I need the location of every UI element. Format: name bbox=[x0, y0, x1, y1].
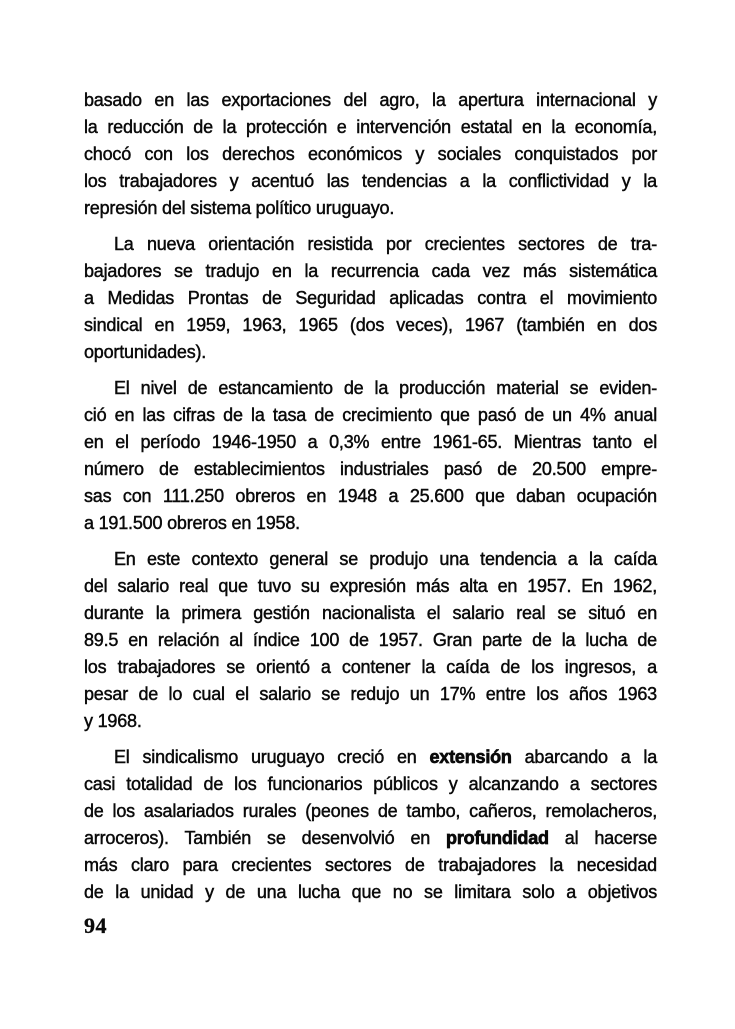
text-segment: los trabajadores se orientó a contener la caída de los ingresos, a bbox=[84, 657, 657, 677]
text-segment: al hacerse bbox=[548, 828, 657, 848]
text-line bbox=[84, 312, 657, 339]
text-segment: a Medidas Prontas de Seguridad aplicadas contra el movimiento bbox=[84, 288, 657, 308]
text-segment: chocó con los derechos económicos y sociales conquistados por bbox=[84, 144, 657, 164]
text-line bbox=[84, 375, 657, 402]
text-segment: basado en las exportaciones del agro, la apertura internacional y bbox=[84, 90, 657, 110]
text-line bbox=[84, 339, 657, 366]
text-segment: de la unidad y de una lucha que no se limitara solo a objetivos bbox=[84, 882, 657, 902]
text-line bbox=[84, 600, 657, 627]
bold-text: extensión bbox=[429, 747, 512, 767]
text-segment: en el período 1946-1950 a 0,3% entre 1961-65. Mientras tanto el bbox=[84, 432, 657, 452]
text-line bbox=[84, 285, 657, 312]
text-line bbox=[84, 879, 657, 906]
text-line bbox=[84, 654, 657, 681]
text-segment: La nueva orientación resistida por crecientes sectores de tra- bbox=[114, 234, 657, 254]
text-line bbox=[84, 744, 657, 771]
text-line bbox=[84, 141, 657, 168]
text-line bbox=[84, 114, 657, 141]
text-line bbox=[84, 546, 657, 573]
page-text bbox=[84, 87, 657, 906]
text-segment: los trabajadores y acentuó las tendencias a la conflictividad y la bbox=[84, 171, 657, 191]
text-segment: durante la primera gestión nacionalista el salario real se situó en bbox=[84, 603, 657, 623]
text-line bbox=[84, 771, 657, 798]
text-line bbox=[84, 852, 657, 879]
text-line bbox=[84, 87, 657, 114]
paragraph bbox=[84, 744, 657, 906]
text-line bbox=[84, 402, 657, 429]
text-line bbox=[84, 429, 657, 456]
bold-text: profundidad bbox=[446, 828, 549, 848]
text-line bbox=[84, 195, 657, 222]
text-segment: y 1968. bbox=[84, 711, 142, 731]
text-line bbox=[84, 510, 657, 537]
text-line bbox=[84, 798, 657, 825]
text-segment: oportunidades). bbox=[84, 342, 207, 362]
text-segment: ció en las cifras de la tasa de crecimiento que pasó de un 4% anual bbox=[84, 405, 657, 425]
text-segment: sindical en 1959, 1963, 1965 (dos veces), 1967 (también en dos bbox=[84, 315, 657, 335]
text-segment: casi totalidad de los funcionarios públicos y alcanzando a sectores bbox=[84, 774, 657, 794]
text-segment: más claro para crecientes sectores de trabajadores la necesidad bbox=[84, 855, 657, 875]
text-segment: El nivel de estancamiento de la producción material se eviden- bbox=[114, 378, 657, 398]
text-line bbox=[84, 483, 657, 510]
text-segment: 89.5 en relación al índice 100 de 1957. Gran parte de la lucha de bbox=[84, 630, 657, 650]
paragraph bbox=[84, 546, 657, 735]
text-segment: a 191.500 obreros en 1958. bbox=[84, 513, 300, 533]
text-segment: arroceros). También se desenvolvió en bbox=[84, 828, 447, 848]
text-segment: represión del sistema político uruguayo. bbox=[84, 198, 395, 218]
text-line bbox=[84, 681, 657, 708]
text-segment: de los asalariados rurales (peones de tambo, cañeros, remolacheros, bbox=[84, 801, 657, 821]
paragraph bbox=[84, 375, 657, 537]
page-number: 94 bbox=[84, 913, 107, 938]
text-segment: abarcando a la bbox=[511, 747, 658, 767]
text-line bbox=[84, 456, 657, 483]
text-line bbox=[84, 168, 657, 195]
text-line bbox=[84, 231, 657, 258]
text-segment: bajadores se tradujo en la recurrencia cada vez más sistemática bbox=[84, 261, 657, 281]
text-segment: El sindicalismo uruguayo creció en bbox=[114, 747, 430, 767]
paragraph bbox=[84, 87, 657, 222]
text-line bbox=[84, 708, 657, 735]
text-segment: En este contexto general se produjo una tendencia a la caída bbox=[114, 549, 657, 569]
text-segment: pesar de lo cual el salario se redujo un 17% entre los años 1963 bbox=[84, 684, 657, 704]
text-line bbox=[84, 573, 657, 600]
paragraph bbox=[84, 231, 657, 366]
text-segment: sas con 111.250 obreros en 1948 a 25.600 que daban ocupación bbox=[84, 486, 657, 506]
text-line bbox=[84, 825, 657, 852]
text-segment: la reducción de la protección e intervención estatal en la economía, bbox=[84, 117, 657, 137]
text-segment: número de establecimientos industriales pasó de 20.500 empre- bbox=[84, 459, 657, 479]
text-line bbox=[84, 627, 657, 654]
text-segment: del salario real que tuvo su expresión más alta en 1957. En 1962, bbox=[84, 576, 657, 596]
text-line bbox=[84, 258, 657, 285]
